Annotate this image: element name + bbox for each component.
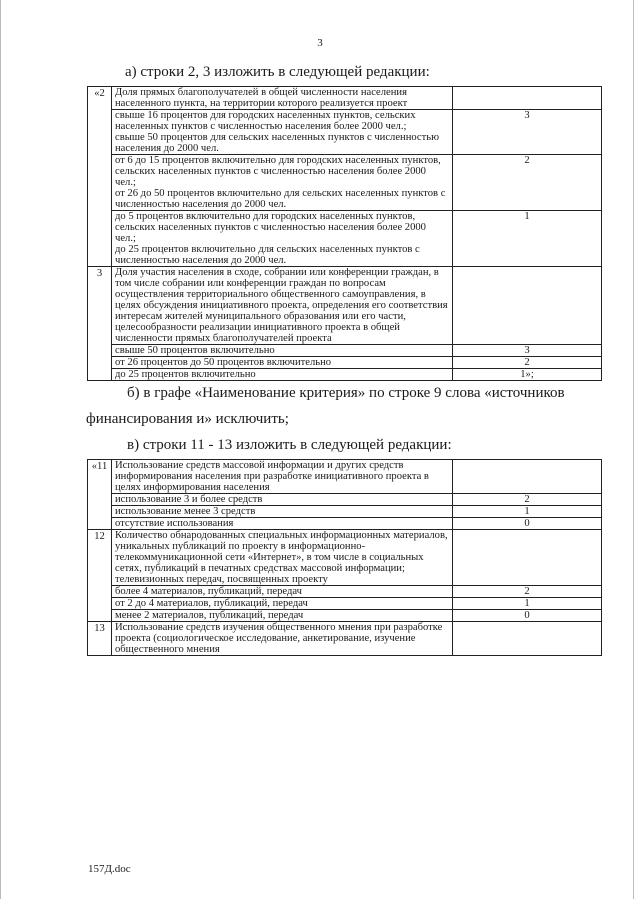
criterion-text: свыше 16 процентов для городских населенных пунктов, сельских населенных пунктов с численностью населения более 2000 чел.; <box>115 110 416 132</box>
criterion-text: менее 2 материалов, публикаций, передач <box>115 610 304 621</box>
score-cell: 3 <box>453 110 602 155</box>
score-cell <box>453 530 602 586</box>
criterion-text: до 5 процентов включительно для городских населенных пунктов, сельских населенных пунктов с численностью населения более 2000 чел.; <box>115 211 426 244</box>
table-row <box>88 110 602 155</box>
criterion-text: отсутствие использования <box>115 518 234 529</box>
score-cell: 0 <box>453 518 602 530</box>
criterion-name <box>112 267 453 345</box>
criterion-text: свыше 50 процентов включительно <box>115 345 275 356</box>
criterion-name <box>112 622 453 656</box>
criterion-option <box>112 506 453 518</box>
criterion-text: Доля прямых благополучателей в общей численности населения населенного пункта, на территории которого реализуется проект <box>115 87 408 109</box>
heading-c: в) строки 11 - 13 изложить в следующей редакции: <box>127 437 452 453</box>
row-number: «2 <box>88 87 112 267</box>
heading-a: а) строки 2, 3 изложить в следующей редакции: <box>125 64 430 80</box>
table-row <box>88 345 602 357</box>
criterion-text: от 26 до 50 процентов включительно для сельских населенных пунктов с численностью населения до 2000 чел. <box>115 188 446 210</box>
criterion-option <box>112 110 453 155</box>
row-number: 3 <box>88 267 112 381</box>
heading-b-line2: финансирования и» исключить; <box>86 411 289 427</box>
row-number: 13 <box>88 622 112 656</box>
criterion-option <box>112 598 453 610</box>
criterion-name <box>112 460 453 494</box>
row-number: 12 <box>88 530 112 622</box>
table-row <box>88 622 602 656</box>
scan-edge-left <box>0 0 1 899</box>
criterion-text: Использование средств изучения общественного мнения при разработке проекта (социологическое исследование, анкетирование, изучение общественного мнения <box>115 622 443 655</box>
criterion-text: свыше 50 процентов для сельских населенных пунктов с численностью населения до 2000 чел. <box>115 132 440 154</box>
criterion-text: использование менее 3 средств <box>115 506 256 517</box>
table-row <box>88 530 602 586</box>
criterion-text: от 26 процентов до 50 процентов включительно <box>115 357 332 368</box>
table-row <box>88 610 602 622</box>
criterion-option <box>112 369 453 381</box>
criterion-text: использование 3 и более средств <box>115 494 263 505</box>
table-row <box>88 494 602 506</box>
table-row <box>88 369 602 381</box>
table-row <box>88 518 602 530</box>
criterion-text: от 2 до 4 материалов, публикаций, передач <box>115 598 308 609</box>
criteria-table-2 <box>87 459 602 656</box>
score-cell <box>453 87 602 110</box>
scan-edge-right <box>633 0 634 899</box>
table-row <box>88 267 602 345</box>
score-cell <box>453 460 602 494</box>
score-cell: 1 <box>453 506 602 518</box>
table-row <box>88 598 602 610</box>
score-cell: 3 <box>453 345 602 357</box>
criterion-text: Количество обнародованных специальных информационных материалов, уникальных публикаций по проекту в информационно-телекоммуникационной сети «Интернет», в том числе в социальных сетях, публикаций в печатных средствах массовой информации; телевизионных передач, посвященных проекту <box>115 530 448 585</box>
table-row <box>88 460 602 494</box>
criterion-name <box>112 530 453 586</box>
criterion-text: до 25 процентов включительно для сельских населенных пунктов с численностью населения до 2000 чел. <box>115 244 420 266</box>
criterion-text: Доля участия населения в сходе, собрании или конференции граждан, в том числе собрании или конференции граждан по вопросам осуществления территориального общественного самоуправления, в целях обсуждения инициативного проекта, определения его соответствия интересам жителей муниципального образования или его части, целесообразности реализации инициативного проекта в общей численности прямых благополучателей проекта <box>115 267 448 344</box>
criterion-name <box>112 87 453 110</box>
criterion-option <box>112 610 453 622</box>
criterion-option <box>112 586 453 598</box>
score-cell: 2 <box>453 494 602 506</box>
table-row <box>88 87 602 110</box>
table-row <box>88 211 602 267</box>
table-row <box>88 586 602 598</box>
file-name: 157Д.doc <box>88 863 131 875</box>
heading-b-line1: б) в графе «Наименование критерия» по строке 9 слова «источников <box>127 385 565 401</box>
criterion-text: до 25 процентов включительно <box>115 369 256 380</box>
score-cell <box>453 267 602 345</box>
criterion-option <box>112 155 453 211</box>
score-cell: 2 <box>453 586 602 598</box>
score-cell: 1 <box>453 211 602 267</box>
score-cell: 2 <box>453 155 602 211</box>
table-row <box>88 506 602 518</box>
table-row <box>88 357 602 369</box>
criterion-option <box>112 357 453 369</box>
criterion-text: Использование средств массовой информации и других средств информирования населения при разработке инициативного проекта в целях информирования населения <box>115 460 429 493</box>
page-number: 3 <box>317 37 323 49</box>
score-cell: 0 <box>453 610 602 622</box>
score-cell: 1 <box>453 598 602 610</box>
score-cell: 1»; <box>453 369 602 381</box>
criterion-option <box>112 211 453 267</box>
criterion-text: от 6 до 15 процентов включительно для городских населенных пунктов, сельских населенных пунктов с численностью населения более 2000 чел.; <box>115 155 441 188</box>
score-cell: 2 <box>453 357 602 369</box>
table-row <box>88 155 602 211</box>
criterion-text: более 4 материалов, публикаций, передач <box>115 586 302 597</box>
criterion-option <box>112 345 453 357</box>
criterion-option <box>112 518 453 530</box>
score-cell <box>453 622 602 656</box>
criterion-option <box>112 494 453 506</box>
row-number: «11 <box>88 460 112 530</box>
criteria-table-1 <box>87 86 602 381</box>
